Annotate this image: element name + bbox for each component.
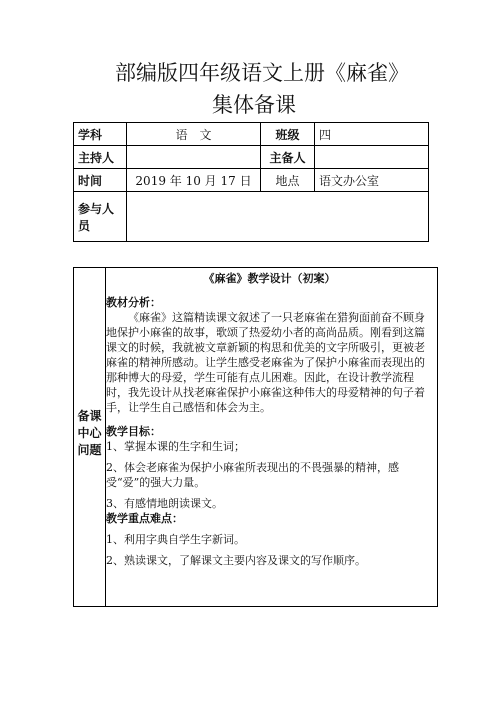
info-row-participants xyxy=(74,192,429,242)
goal-item: 2、体会老麻雀为保护小麻雀所表现出的不畏强暴的精神，感受“爱”的强大力量。 xyxy=(106,461,399,489)
subject-value: 语 文 xyxy=(127,123,261,146)
participants-value xyxy=(127,192,429,242)
host-value xyxy=(127,146,261,169)
goal-item: 3、有感情地朗读课文。 xyxy=(106,497,223,510)
lesson-plan-box xyxy=(73,267,438,607)
side-label-line: 备课 xyxy=(77,409,102,423)
document-subtitle: 集体备课 xyxy=(212,93,296,117)
keypoint-item: 1、利用字典自学生字新词。 xyxy=(106,533,245,546)
lead-label: 主备人 xyxy=(261,146,315,169)
goal-item: 1、掌握本课的生字和生词； xyxy=(106,440,245,453)
keypoint-item: 2、熟读课文，了解课文主要内容及课文的写作顺序。 xyxy=(106,554,366,567)
place-label: 地点 xyxy=(261,169,315,192)
design-title: 《麻雀》教学设计（初案） xyxy=(203,272,336,285)
analysis-heading: 教材分析： xyxy=(106,296,161,309)
document-title: 部编版四年级语文上册《麻雀》 xyxy=(115,61,409,85)
host-label: 主持人 xyxy=(74,146,127,169)
lead-value xyxy=(315,146,429,169)
class-value: 四 xyxy=(315,123,429,146)
plan-content xyxy=(106,270,433,568)
info-row-subject xyxy=(74,123,429,146)
time-value: 2019 年 10 月 17 日 xyxy=(127,169,261,192)
side-label xyxy=(74,408,105,459)
analysis-text: 《麻雀》这篇精读课文叙述了一只老麻雀在猎狗面前奋不顾身地保护小麻雀的故事，歌颂了热爱幼小者的高尚品质。刚看到这篇课文的时候，我就被文章新颖的构思和优美的文字所吸引，更被老麻雀的精神所感动。让学生感受老麻雀为了保护小麻雀而表现出的那种博大的母爱，学生可能有点儿困难。因此，在设计教学流程时，我先设计从找老麻雀保护小麻雀这种伟大的母爱精神的句子着手，让学生自己感悟和体会为主。 xyxy=(106,311,425,414)
keypoints-heading: 教学重点难点： xyxy=(106,512,183,525)
side-label-line: 中心 xyxy=(77,426,102,440)
class-label: 班级 xyxy=(261,123,315,146)
goals-heading: 教学目标： xyxy=(106,425,161,438)
subject-label: 学科 xyxy=(74,123,127,146)
side-label-line: 问题 xyxy=(77,443,102,457)
time-label: 时间 xyxy=(74,169,127,192)
participants-label: 参与人员 xyxy=(74,192,127,242)
info-row-host xyxy=(74,146,429,169)
info-row-time xyxy=(74,169,429,192)
lesson-info-table xyxy=(73,122,429,242)
place-value: 语文办公室 xyxy=(315,169,429,192)
